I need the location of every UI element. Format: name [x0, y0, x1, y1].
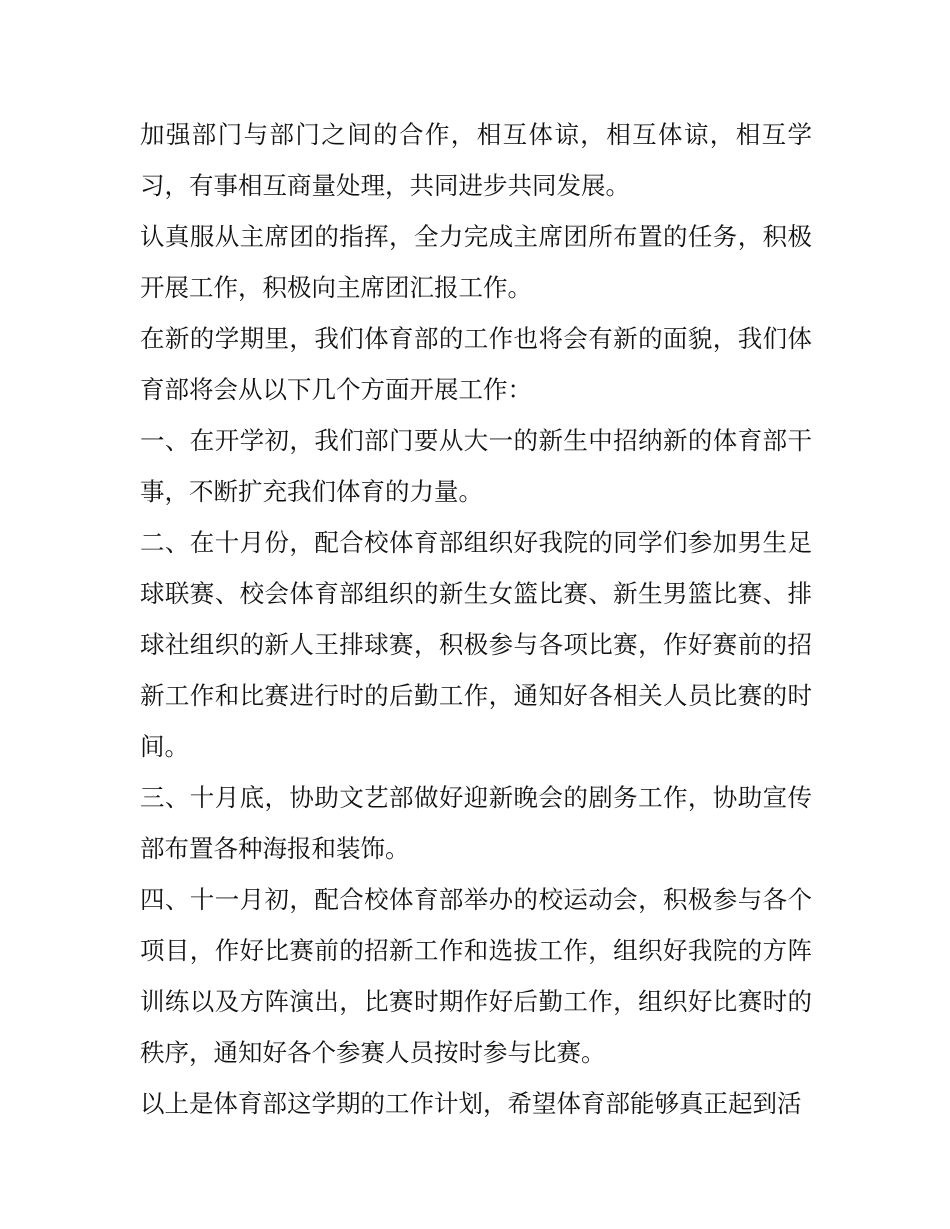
paragraph-cooperation: 加强部门与部门之间的合作，相互体谅，相互体谅，相互学习，有事相互商量处理，共同进步共同发展。 [140, 120, 812, 200]
paragraph-new-semester: 在新的学期里，我们体育部的工作也将会有新的面貌，我们体育部将会从以下几个方面开展工作： [140, 324, 812, 404]
paragraph-item-4: 四、十一月初，配合校体育部举办的校运动会，积极参与各个项目，作好比赛前的招新工作和选拔工作，组织好我院的方阵训练以及方阵演出，比赛时期作好后勤工作，组织好比赛时的秩序，通知好各个参赛人员按时参与比赛。 [140, 885, 812, 1067]
paragraph-item-2: 二、在十月份，配合校体育部组织好我院的同学们参加男生足球联赛、校会体育部组织的新生女篮比赛、新生男篮比赛、排球社组织的新人王排球赛，积极参与各项比赛，作好赛前的招新工作和比赛进行时的后勤工作，通知好各相关人员比赛的时间。 [140, 528, 812, 761]
paragraph-conclusion: 以上是体育部这学期的工作计划，希望体育部能够真正起到活 [140, 1089, 802, 1118]
paragraph-item-3: 三、十月底，协助文艺部做好迎新晚会的剧务工作，协助宣传部布置各种海报和装饰。 [140, 783, 812, 863]
paragraph-obey-presidium: 认真服从主席团的指挥，全力完成主席团所布置的任务，积极开展工作，积极向主席团汇报工作。 [140, 222, 812, 302]
document-body [140, 109, 812, 1129]
paragraph-item-1: 一、在开学初，我们部门要从大一的新生中招纳新的体育部干事，不断扩充我们体育的力量。 [140, 426, 812, 506]
